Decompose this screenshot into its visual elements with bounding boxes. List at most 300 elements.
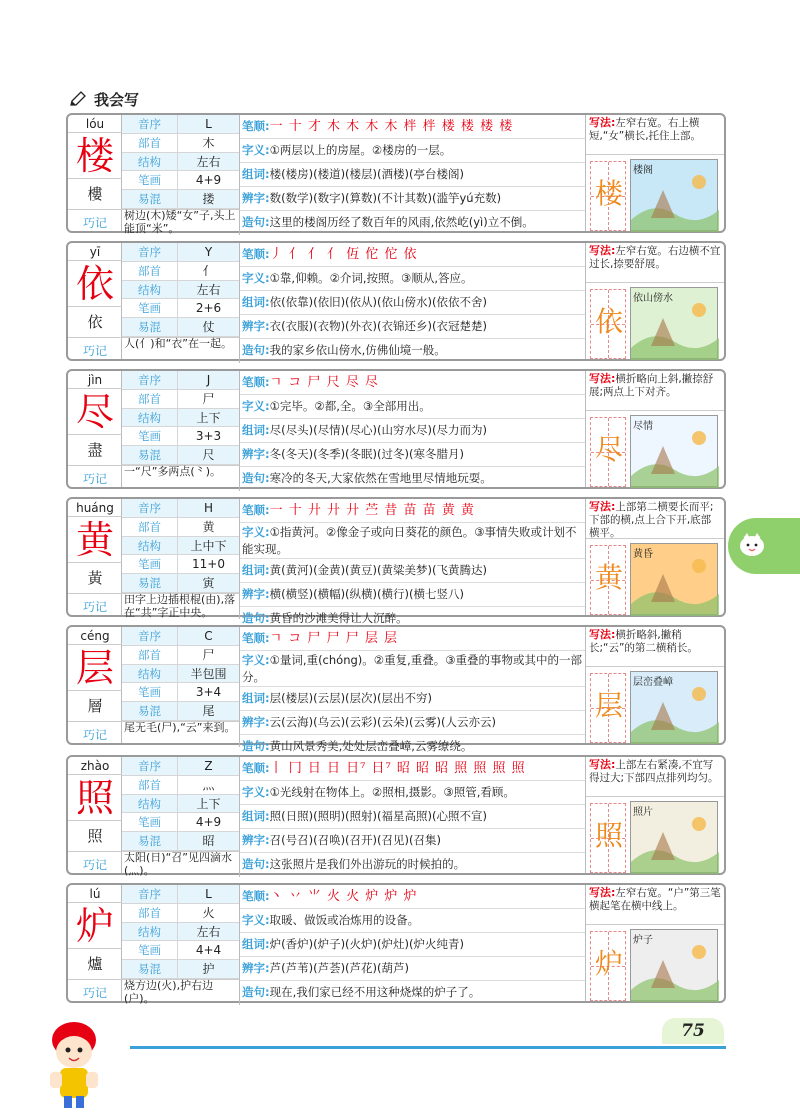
- info-row: [122, 299, 239, 318]
- info-label: 笔画: [122, 171, 178, 189]
- writing-text: 左窄右宽。“户”第三笔横起笔在横中线上。: [589, 887, 721, 912]
- row-label: 组词:: [242, 563, 270, 577]
- writing-label: 写法:: [589, 244, 616, 257]
- mnemonic-text: 树边(木)矮“女”子,头上能顶“米”。: [122, 209, 240, 235]
- writing-label: 写法:: [589, 372, 616, 385]
- meaning-text: ①靠,仰赖。②介词,按照。③顺从,答应。: [269, 271, 473, 285]
- words-row: [240, 163, 585, 187]
- row-label: 造句:: [242, 215, 270, 229]
- sentence-row: [240, 339, 585, 363]
- writing-text: 左窄右宽。右上横短,“女”横长,托住上部。: [589, 117, 702, 142]
- mnemonic-label: 巧记: [68, 979, 122, 1005]
- grid-character: 黄: [594, 561, 623, 594]
- char-entry: [66, 497, 726, 625]
- illustration: [630, 801, 718, 873]
- sentence-text: 现在,我们家已经不用这种烧煤的炉子了。: [269, 985, 481, 999]
- info-label: 音序: [122, 499, 178, 517]
- distinguish-row: [240, 187, 585, 211]
- row-label: 笔顺:: [242, 631, 270, 645]
- mnemonic-label: 巧记: [68, 593, 122, 619]
- row-label: 造句:: [242, 739, 270, 753]
- info-row: [122, 537, 239, 556]
- info-value: 4+4: [195, 943, 222, 958]
- info-value: L: [205, 117, 212, 131]
- char-info-table: [122, 371, 240, 465]
- writing-text: 上部左右紧凑,不宜写得过大;下部四点排列均匀。: [589, 759, 719, 784]
- row-label: 字义:: [242, 525, 270, 539]
- stroke-order-row: [240, 243, 585, 267]
- row-label: 组词:: [242, 809, 270, 823]
- illustration-caption: 依山傍水: [633, 293, 673, 304]
- pencil-icon: [68, 89, 88, 109]
- grid-character: 炉: [594, 947, 623, 980]
- pinyin: zhào: [68, 757, 122, 775]
- sentence-row: [240, 467, 585, 491]
- illustration: [630, 671, 718, 743]
- info-label: 结构: [122, 795, 178, 813]
- info-label: 音序: [122, 757, 178, 775]
- sentence-row: [240, 981, 585, 1005]
- meaning-text: ①指黄河。②像金子或向日葵花的颜色。③事情失败或计划不能实现。: [242, 525, 577, 556]
- main-character: 炉: [68, 903, 122, 949]
- distinguish-row: [240, 583, 585, 607]
- info-row: [122, 409, 239, 428]
- practice-grid: [590, 673, 626, 743]
- info-row: [122, 757, 239, 776]
- info-row: [122, 832, 239, 851]
- info-value: 尸: [202, 391, 215, 406]
- row-label: 造句:: [242, 343, 270, 357]
- sentence-text: 寒冷的冬天,大家依然在雪地里尽情地玩耍。: [269, 471, 492, 485]
- char-info-table: [122, 885, 240, 979]
- row-label: 辨字:: [242, 587, 270, 601]
- info-label: 易混: [122, 318, 178, 336]
- info-value: 左右: [196, 924, 221, 939]
- distinguish-row: [240, 829, 585, 853]
- writing-column: [586, 885, 724, 1001]
- writing-label: 写法:: [589, 500, 616, 513]
- writing-tip: [586, 115, 724, 155]
- main-character: 依: [68, 261, 122, 307]
- distinguish-text: 召(号召)(召唤)(召开)(召见)(召集): [269, 833, 441, 847]
- char-entry: [66, 755, 726, 875]
- row-label: 辨字:: [242, 961, 270, 975]
- stroke-order: 一 十 廾 廾 廾 苎 昔 苗 苗 黄 黄: [269, 503, 475, 518]
- char-detail-column: [240, 499, 586, 625]
- row-label: 组词:: [242, 691, 270, 705]
- writing-text: 左窄右宽。右边横不宜过长,捺要舒展。: [589, 245, 721, 270]
- info-value: H: [203, 501, 214, 515]
- grid-character: 尽: [594, 433, 623, 466]
- info-label: 部首: [122, 904, 178, 922]
- illustration-caption: 照片: [633, 807, 653, 818]
- words-text: 层(楼层)(云层)(层次)(层出不穷): [269, 691, 433, 705]
- sentence-text: 这里的楼阁历经了数百年的风雨,依然屹(yì)立不倒。: [269, 215, 534, 229]
- info-value: 左右: [196, 282, 221, 297]
- info-row: [122, 574, 239, 593]
- info-label: 音序: [122, 371, 178, 389]
- side-tab: [728, 518, 800, 574]
- info-value: 4+9: [195, 173, 222, 188]
- info-row: [122, 776, 239, 795]
- char-entry: [66, 625, 726, 753]
- traditional-character: 爐: [87, 955, 103, 973]
- practice-grid: [590, 289, 626, 359]
- writing-label: 写法:: [589, 628, 616, 641]
- info-label: 部首: [122, 390, 178, 408]
- char-entry: [66, 113, 726, 233]
- row-label: 组词:: [242, 937, 270, 951]
- mnemonic-label: 巧记: [68, 209, 122, 235]
- illustration: [630, 543, 718, 615]
- writing-tip: [586, 499, 724, 539]
- info-value: 亻: [202, 263, 215, 278]
- char-info-table: [122, 243, 240, 337]
- info-label: 结构: [122, 153, 178, 171]
- info-label: 笔画: [122, 299, 178, 317]
- illustration-caption: 尽情: [633, 421, 653, 432]
- info-row: [122, 171, 239, 190]
- writing-label: 写法:: [589, 886, 616, 899]
- pinyin: huáng: [68, 499, 122, 517]
- words-text: 楼(楼房)(楼道)(楼层)(酒楼)(亭台楼阁): [269, 167, 464, 181]
- row-label: 辨字:: [242, 319, 270, 333]
- grid-character: 楼: [594, 177, 623, 210]
- stroke-order: 丿 亻 亻 亻 仾 佗 佗 依: [269, 247, 418, 262]
- mnemonic-label: 巧记: [68, 721, 122, 747]
- info-value: 尺: [202, 448, 215, 463]
- info-label: 笔画: [122, 813, 178, 831]
- illustration: [630, 159, 718, 231]
- mascot-illustration: [36, 1010, 112, 1110]
- practice-grid: [590, 803, 626, 873]
- mnemonic-text: 太阳(日)“召”见四滴水(灬)。: [122, 851, 240, 877]
- meaning-row: [240, 651, 585, 687]
- distinguish-text: 衣(衣服)(衣物)(外衣)(衣锦还乡)(衣冠楚楚): [269, 319, 487, 333]
- row-label: 字义:: [242, 653, 270, 667]
- sentence-row: [240, 211, 585, 235]
- info-row: [122, 941, 239, 960]
- traditional-character: 層: [87, 697, 103, 715]
- char-entry: [66, 241, 726, 361]
- info-row: [122, 134, 239, 153]
- row-label: 辨字:: [242, 447, 270, 461]
- info-label: 部首: [122, 262, 178, 280]
- mnemonic-text: 一“尺”多两点(⺀)。: [122, 465, 240, 491]
- info-value: L: [205, 887, 212, 901]
- row-label: 组词:: [242, 295, 270, 309]
- pinyin: céng: [68, 627, 122, 645]
- header-bar: [64, 90, 726, 110]
- info-label: 音序: [122, 243, 178, 261]
- info-row: [122, 795, 239, 814]
- pinyin: lú: [68, 885, 122, 903]
- info-row: [122, 153, 239, 172]
- meaning-text: ①完毕。②都,全。③全部用出。: [269, 399, 431, 413]
- info-label: 易混: [122, 960, 178, 978]
- info-row: [122, 318, 239, 337]
- info-row: [122, 885, 239, 904]
- info-label: 易混: [122, 446, 178, 464]
- info-label: 结构: [122, 409, 178, 427]
- writing-text: 横折略向上斜,撇捺舒展;两点上下对齐。: [589, 373, 714, 398]
- illustration: [630, 415, 718, 487]
- info-value: 3+3: [195, 429, 222, 444]
- info-value: 火: [202, 905, 215, 920]
- char-column: [68, 371, 122, 487]
- info-value: 灬: [202, 777, 215, 792]
- mnemonic-text: 田字上边插根棍(由),落在“共”字正中央。: [122, 593, 240, 619]
- info-row: [122, 665, 239, 684]
- illustration-caption: 炉子: [633, 935, 653, 946]
- words-row: [240, 419, 585, 443]
- meaning-row: [240, 267, 585, 291]
- row-label: 造句:: [242, 611, 270, 625]
- row-label: 字义:: [242, 785, 270, 799]
- row-label: 笔顺:: [242, 247, 270, 261]
- info-label: 音序: [122, 115, 178, 133]
- info-label: 部首: [122, 646, 178, 664]
- distinguish-row: [240, 711, 585, 735]
- words-row: [240, 805, 585, 829]
- mnemonic-text: 烧方边(火),护右边(户)。: [122, 979, 240, 1005]
- writing-label: 写法:: [589, 116, 616, 129]
- meaning-row: [240, 139, 585, 163]
- writing-column: [586, 371, 724, 487]
- info-value: 3+4: [195, 685, 222, 700]
- char-info-table: [122, 627, 240, 721]
- words-row: [240, 559, 585, 583]
- info-row: [122, 446, 239, 465]
- traditional-character: 樓: [87, 185, 103, 203]
- stroke-order-row: [240, 885, 585, 909]
- row-label: 造句:: [242, 471, 270, 485]
- info-row: [122, 627, 239, 646]
- info-row: [122, 390, 239, 409]
- writing-column: [586, 627, 724, 743]
- info-row: [122, 281, 239, 300]
- main-character: 楼: [68, 133, 122, 179]
- distinguish-text: 横(横竖)(横幅)(纵横)(横行)(横七竖八): [269, 587, 464, 601]
- info-label: 结构: [122, 281, 178, 299]
- row-label: 组词:: [242, 167, 270, 181]
- stroke-order: 丨 冂 日 日 日⁷ 日⁷ 昭 昭 昭 照 照 照 照: [269, 761, 526, 776]
- info-label: 结构: [122, 923, 178, 941]
- info-label: 部首: [122, 134, 178, 152]
- char-info-table: [122, 757, 240, 851]
- main-character: 尽: [68, 389, 122, 435]
- row-label: 辨字:: [242, 191, 270, 205]
- words-row: [240, 687, 585, 711]
- row-label: 笔顺:: [242, 503, 270, 517]
- info-row: [122, 243, 239, 262]
- char-detail-column: [240, 371, 586, 487]
- info-value: 寅: [202, 576, 215, 591]
- info-value: 上中下: [190, 538, 227, 553]
- traditional-character: 照: [87, 827, 103, 845]
- words-text: 炉(香炉)(炉子)(火炉)(炉灶)(炉火纯青): [269, 937, 464, 951]
- info-row: [122, 427, 239, 446]
- main-character: 黄: [68, 517, 122, 563]
- words-text: 尽(尽头)(尽情)(尽心)(山穷水尽)(尽力而为): [269, 423, 487, 437]
- sentence-text: 这张照片是我们外出游玩的时候拍的。: [269, 857, 466, 871]
- row-label: 笔顺:: [242, 761, 270, 775]
- info-value: 仗: [202, 320, 215, 335]
- row-label: 字义:: [242, 399, 270, 413]
- sentence-row: [240, 853, 585, 877]
- illustration-caption: 楼阁: [633, 165, 653, 176]
- char-entry: [66, 883, 726, 1003]
- distinguish-text: 冬(冬天)(冬季)(冬眠)(过冬)(寒冬腊月): [269, 447, 464, 461]
- distinguish-text: 数(数学)(数字)(算数)(不计其数)(滥竽yú充数): [269, 191, 502, 205]
- meaning-row: [240, 523, 585, 559]
- writing-column: [586, 115, 724, 231]
- mnemonic-label: 巧记: [68, 465, 122, 491]
- info-value: 2+6: [195, 301, 222, 316]
- char-detail-column: [240, 115, 586, 231]
- info-label: 笔画: [122, 683, 178, 701]
- info-row: [122, 371, 239, 390]
- distinguish-row: [240, 315, 585, 339]
- info-value: 4+9: [195, 815, 222, 830]
- info-value: 昭: [202, 834, 215, 849]
- row-label: 造句:: [242, 985, 270, 999]
- main-character: 层: [68, 645, 122, 691]
- sentence-text: 黄山风景秀美,处处层峦叠嶂,云雾缭绕。: [269, 739, 473, 753]
- practice-grid: [590, 931, 626, 1001]
- row-label: 辨字:: [242, 715, 270, 729]
- char-column: [68, 499, 122, 615]
- stroke-order-row: [240, 499, 585, 523]
- writing-column: [586, 757, 724, 873]
- illustration: [630, 287, 718, 359]
- stroke-order: 丶 丷 ⺌ 火 火 炉 炉 炉: [269, 889, 418, 904]
- char-detail-column: [240, 627, 586, 753]
- char-column: [68, 243, 122, 359]
- info-value: 上下: [196, 410, 221, 425]
- illustration: [630, 929, 718, 1001]
- info-value: Z: [204, 759, 213, 773]
- pinyin: lóu: [68, 115, 122, 133]
- info-row: [122, 813, 239, 832]
- info-row: [122, 904, 239, 923]
- info-value: C: [204, 629, 213, 643]
- row-label: 字义:: [242, 143, 270, 157]
- meaning-text: ①两层以上的房屋。②楼房的一层。: [269, 143, 452, 157]
- info-value: 木: [202, 135, 215, 150]
- mnemonic-label: 巧记: [68, 337, 122, 363]
- info-value: 上下: [196, 796, 221, 811]
- info-value: 尸: [202, 647, 215, 662]
- row-label: 笔顺:: [242, 119, 270, 133]
- info-row: [122, 702, 239, 721]
- words-text: 依(依靠)(依旧)(依从)(依山傍水)(依依不舍): [269, 295, 487, 309]
- writing-label: 写法:: [589, 758, 616, 771]
- distinguish-text: 云(云海)(乌云)(云彩)(云朵)(云雾)(人云亦云): [269, 715, 496, 729]
- traditional-character: 依: [87, 313, 103, 331]
- words-text: 黄(黄河)(金黄)(黄豆)(黄粱美梦)(飞黄腾达): [269, 563, 487, 577]
- info-label: 部首: [122, 518, 178, 536]
- sentence-text: 我的家乡依山傍水,仿佛仙境一般。: [269, 343, 446, 357]
- info-row: [122, 923, 239, 942]
- traditional-character: 黃: [87, 569, 103, 587]
- section-header: [68, 88, 139, 110]
- info-row: [122, 262, 239, 281]
- info-label: 音序: [122, 885, 178, 903]
- info-row: [122, 555, 239, 574]
- char-column: [68, 885, 122, 1001]
- meaning-text: 取暖、做饭或冶炼用的设备。: [269, 913, 420, 927]
- row-label: 字义:: [242, 271, 270, 285]
- info-label: 部首: [122, 776, 178, 794]
- stroke-order: 一 十 才 木 木 木 木 柈 柈 楼 楼 楼 楼: [269, 119, 514, 134]
- row-label: 字义:: [242, 913, 270, 927]
- info-label: 笔画: [122, 555, 178, 573]
- info-row: [122, 646, 239, 665]
- sentence-text: 黄昏的沙滩美得让人沉醉。: [269, 611, 408, 625]
- writing-tip: [586, 627, 724, 667]
- stroke-order: ㄱ コ 尸 尺 尽 尽: [269, 375, 379, 390]
- stroke-order-row: [240, 627, 585, 651]
- char-column: [68, 757, 122, 873]
- writing-text: 横折略斜,撇稍长;“云”的第二横稍长。: [589, 629, 698, 654]
- stroke-order-row: [240, 757, 585, 781]
- char-detail-column: [240, 757, 586, 873]
- info-label: 笔画: [122, 941, 178, 959]
- info-value: 11+0: [192, 557, 225, 572]
- info-label: 音序: [122, 627, 178, 645]
- page-number: 75: [662, 1018, 724, 1044]
- info-label: 易混: [122, 832, 178, 850]
- illustration-caption: 黄昏: [633, 549, 653, 560]
- meaning-row: [240, 909, 585, 933]
- grid-character: 依: [594, 305, 623, 338]
- info-row: [122, 499, 239, 518]
- stroke-order-row: [240, 371, 585, 395]
- info-label: 易混: [122, 702, 178, 720]
- meaning-text: ①光线射在物体上。②照相,摄影。③照管,看顾。: [269, 785, 515, 799]
- info-label: 笔画: [122, 427, 178, 445]
- info-label: 结构: [122, 537, 178, 555]
- meaning-row: [240, 781, 585, 805]
- info-row: [122, 190, 239, 209]
- char-detail-column: [240, 885, 586, 1001]
- writing-column: [586, 499, 724, 615]
- info-value: 尾: [202, 704, 215, 719]
- pinyin: yī: [68, 243, 122, 261]
- info-value: 黄: [202, 519, 215, 534]
- practice-grid: [590, 417, 626, 487]
- writing-tip: [586, 371, 724, 411]
- info-row: [122, 683, 239, 702]
- writing-tip: [586, 243, 724, 283]
- words-text: 照(日照)(照明)(照射)(福星高照)(心照不宣): [269, 809, 487, 823]
- words-row: [240, 933, 585, 957]
- info-label: 结构: [122, 665, 178, 683]
- pinyin: jìn: [68, 371, 122, 389]
- stroke-order-row: [240, 115, 585, 139]
- mnemonic-label: 巧记: [68, 851, 122, 877]
- char-column: [68, 115, 122, 231]
- grid-character: 层: [594, 689, 623, 722]
- row-label: 辨字:: [242, 833, 270, 847]
- meaning-text: ①量词,重(chóng)。②重复,重叠。③重叠的事物或其中的一部分。: [242, 653, 583, 684]
- footer-line: [130, 1046, 726, 1049]
- illustration-caption: 层峦叠嶂: [633, 677, 673, 688]
- char-info-table: [122, 499, 240, 593]
- stroke-order: ㄱ コ 尸 尸 尸 层 层: [269, 631, 398, 646]
- grid-character: 照: [594, 819, 623, 852]
